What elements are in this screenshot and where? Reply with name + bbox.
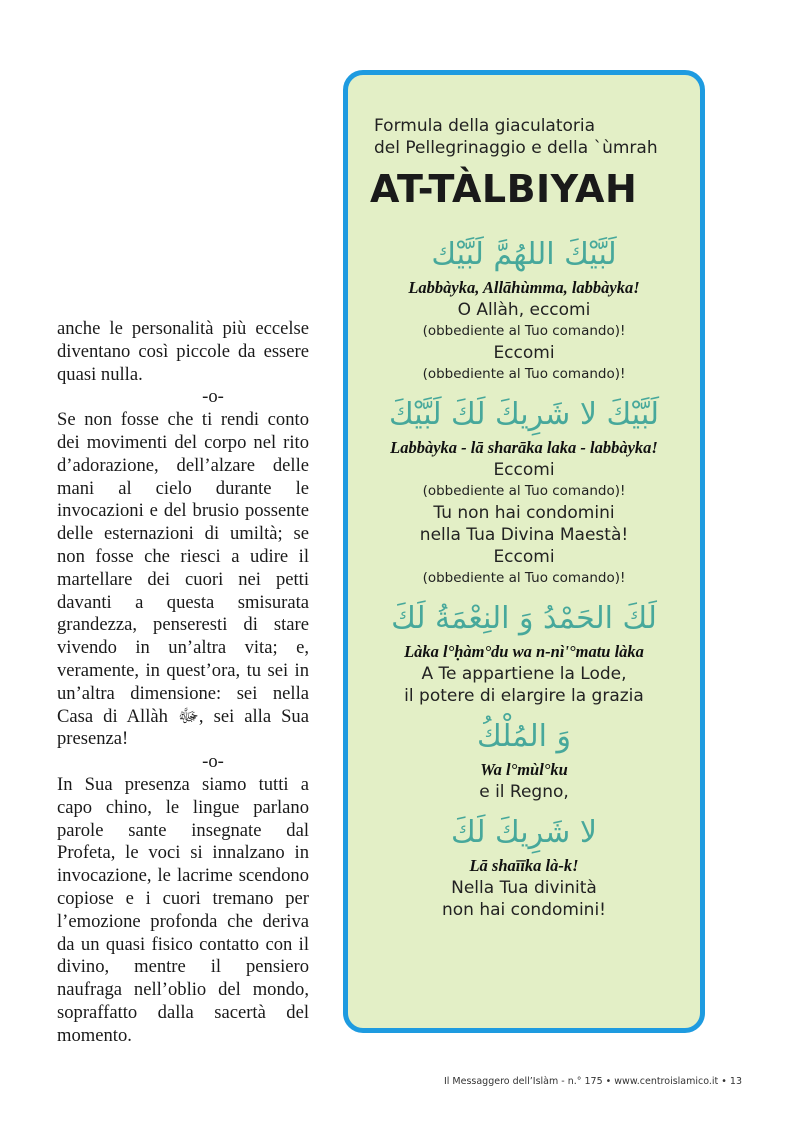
- translation-line: Eccomi: [493, 460, 555, 480]
- translation-line: O Allàh, eccomi: [457, 300, 591, 320]
- translation-note: (obbediente al Tuo comando)!: [422, 366, 626, 382]
- page-footer: Il Messaggero dell’Islàm - n.° 175 • www.centroislamico.it • 13: [443, 1076, 742, 1087]
- arabic-verse: لَبَّيْكَ لا شَرِيكَ لَكَ لَبَّيْكَ: [388, 397, 660, 432]
- transliteration: Làka l°ḥàm°du wa n-nì'°matu làka: [404, 642, 644, 661]
- box-title: AT-TÀLBIYAH: [370, 167, 638, 211]
- transliteration: Labbàyka, Allāhùmma, labbàyka!: [408, 278, 640, 297]
- translation-line: Eccomi: [493, 547, 555, 567]
- verse-block-5: [348, 811, 700, 921]
- box-subtitle-line: Formula della giaculatoria: [374, 116, 596, 136]
- transliteration: Wa l°mùl°ku: [480, 760, 568, 779]
- article-paragraph: Se non fosse che ti rendi conto dei movimenti del corpo nel rito d’adorazione, dell’alzare delle mani al cielo durante le invocazioni e del brusio possente delle esternazioni di umiltà; se non fosse che riesci a udire il martellare dei cuori nei petti davanti a questa smisurata grandezza, penseresti di stare vivendo in un’altra vita; e, veramente, in quest’ora, tu sei in un’altra dimensione: sei nella Casa di Allàh ﷻ, sei alla Sua presenza!: [57, 409, 309, 750]
- translation-line: non hai condomini!: [442, 900, 606, 920]
- article-paragraph: In Sua presenza siamo tutti a capo chino, le lingue parlano parole sante insegnate dal Profeta, le voci si innalzano in invocazione, le lacrime scendono copiose e i cuori tremano per l’emozione profonda che deriva da un quasi fisico contatto con il divino, mentre il pensiero naufraga nell’oblio del mondo, sopraffatto dalla sacertà del momento.: [57, 773, 309, 1046]
- translation-line: A Te appartiene la Lode,: [421, 664, 627, 684]
- transliteration: Labbàyka - lā sharāka laka - labbàyka!: [390, 438, 658, 457]
- verse-block-1: [348, 233, 700, 385]
- translation-line: Eccomi: [493, 343, 555, 363]
- verse-block-4: [348, 715, 700, 803]
- translation-line: Nella Tua divinità: [451, 878, 597, 898]
- translation-line: nella Tua Divina Maestà!: [419, 525, 629, 545]
- verse-block-2: [348, 393, 700, 589]
- box-subtitle-line: del Pellegrinaggio e della `ùmrah: [374, 138, 658, 158]
- article-paragraph: anche le personalità più eccelse diventano così piccole da essere quasi nulla.: [57, 318, 309, 385]
- article-column: [57, 318, 309, 1048]
- box-subtitle: [374, 115, 694, 159]
- verse-block-3: [348, 597, 700, 707]
- arabic-verse: لَبَّيْكَ اللهُمَّ لَبَّيْك: [431, 237, 617, 272]
- box-content: [348, 233, 700, 921]
- translation-line: il potere di elargire la grazia: [404, 686, 644, 706]
- translation-note: (obbediente al Tuo comando)!: [422, 570, 626, 586]
- arabic-verse: لَكَ الحَمْدُ وَ النِعْمَةُ لَكَ: [391, 601, 657, 636]
- section-separator: -o-: [202, 386, 224, 408]
- translation-line: e il Regno,: [479, 782, 569, 802]
- transliteration: Lā shaīīka là-k!: [469, 856, 579, 875]
- translation-note: (obbediente al Tuo comando)!: [422, 323, 626, 339]
- translation-note: (obbediente al Tuo comando)!: [422, 483, 626, 499]
- arabic-verse: لا شَرِيكَ لَكَ: [451, 815, 597, 850]
- talbiyah-box: [343, 70, 705, 1033]
- arabic-verse: وَ المُلْكُ: [476, 719, 572, 754]
- section-separator: -o-: [202, 751, 224, 773]
- translation-line: Tu non hai condomini: [433, 503, 615, 523]
